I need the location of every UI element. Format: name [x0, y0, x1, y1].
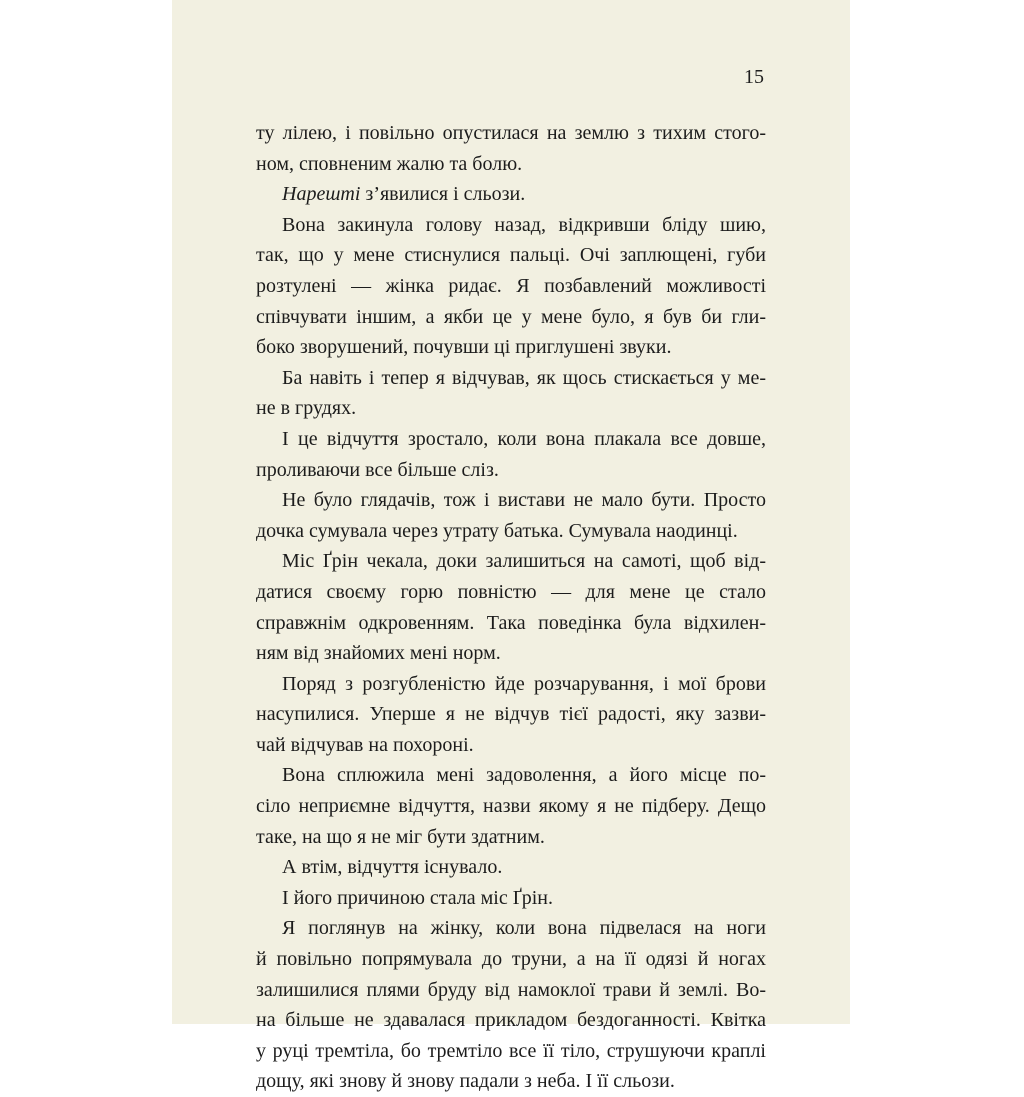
line-text: справжнім одкровенням. Така поведінка була відхилен- [256, 611, 766, 634]
line-text: Я поглянув на жінку, коли вона підвелася на ноги [282, 917, 766, 940]
text-line [256, 485, 766, 516]
text-line [256, 210, 766, 241]
line-text: Міс Ґрін чекала, доки залишиться на самоті, щоб від- [282, 550, 766, 573]
text-line [256, 944, 766, 975]
line-text: Поряд з розгубленістю йде розчарування, і мої брови [282, 672, 766, 695]
text-line [256, 393, 766, 424]
line-text: І його причиною стала міс Ґрін. [282, 886, 554, 909]
line-text: Ба навіть і тепер я відчував, як щось стискається у ме- [282, 366, 766, 389]
text-line [256, 1066, 766, 1097]
line-text: так, що у мене стиснулися пальці. Очі заплющені, губи [256, 244, 766, 267]
line-text: І це відчуття зростало, коли вона плакала все довше, [282, 427, 766, 450]
text-line [256, 302, 766, 333]
text-line [256, 913, 766, 944]
line-text: чай відчував на похороні. [256, 733, 474, 756]
line-text: А втім, відчуття існувало. [282, 856, 503, 879]
line-text: розтулені — жінка ридає. Я позбавлений можливості [256, 274, 766, 297]
line-text: таке, на що я не міг бути здатним. [256, 825, 545, 848]
line-text: Не було глядачів, тож і вистави не мало бути. Просто [282, 489, 766, 512]
text-line [256, 760, 766, 791]
text-line [256, 883, 766, 914]
text-line [256, 1005, 766, 1036]
line-text: дочка сумувала через утрату батька. Сумувала наодинці. [256, 519, 738, 542]
text-line [256, 822, 766, 853]
text-line [256, 1036, 766, 1067]
line-text: Вона закинула голову назад, відкривши бліду шию, [282, 213, 766, 236]
text-line [256, 118, 766, 149]
body-text [256, 118, 766, 1097]
text-line [256, 363, 766, 394]
line-text: ном, сповненим жалю та болю. [256, 152, 523, 175]
line-text: Вона сплюжила мені задоволення, а його місце по- [282, 764, 766, 787]
text-line [256, 791, 766, 822]
line-text: ту лілею, і повільно опустилася на землю з тихим стого- [256, 122, 766, 144]
text-line [256, 149, 766, 180]
line-text: з’явилися і сльози. [360, 183, 526, 206]
text-line [256, 424, 766, 455]
text-line [256, 240, 766, 271]
line-text: датися своєму горю повністю — для мене це стало [256, 580, 766, 603]
text-line [256, 699, 766, 730]
text-line [256, 975, 766, 1006]
page-number: 15 [744, 66, 764, 88]
line-text: боко зворушений, почувши ці приглушені звуки. [256, 336, 672, 359]
text-line [256, 271, 766, 302]
line-text: ням від знайомих мені норм. [256, 642, 501, 665]
text-line [256, 852, 766, 883]
line-text: співчувати іншим, а якби це у мене було, я був би гли- [256, 305, 766, 328]
text-line [256, 577, 766, 608]
line-text: залишилися плями бруду від намоклої трави й землі. Во- [256, 978, 766, 1001]
text-line [256, 730, 766, 761]
text-line [256, 179, 766, 210]
line-text: сіло неприємне відчуття, назви якому я не підберу. Дещо [256, 795, 766, 818]
emphasized-word: Нарешті [282, 183, 361, 206]
text-line [256, 638, 766, 669]
text-line [256, 332, 766, 363]
line-text: й повільно попрямувала до труни, а на її одязі й ногах [256, 948, 766, 971]
line-text: на більше не здавалася прикладом бездоганності. Квітка [256, 1009, 766, 1032]
text-line [256, 546, 766, 577]
book-page [172, 0, 850, 1093]
line-text: у руці тремтіла, бо тремтіло все її тіло, струшуючи краплі [256, 1039, 766, 1062]
line-text: не в грудях. [256, 397, 357, 420]
text-line [256, 669, 766, 700]
line-text: проливаючи все більше сліз. [256, 458, 499, 481]
text-line [256, 516, 766, 547]
line-text: дощу, які знову й знову падали з неба. І її сльози. [256, 1070, 675, 1093]
text-line [256, 455, 766, 486]
line-text: насупилися. Уперше я не відчув тієї радості, яку зазви- [256, 703, 766, 726]
text-line [256, 608, 766, 639]
